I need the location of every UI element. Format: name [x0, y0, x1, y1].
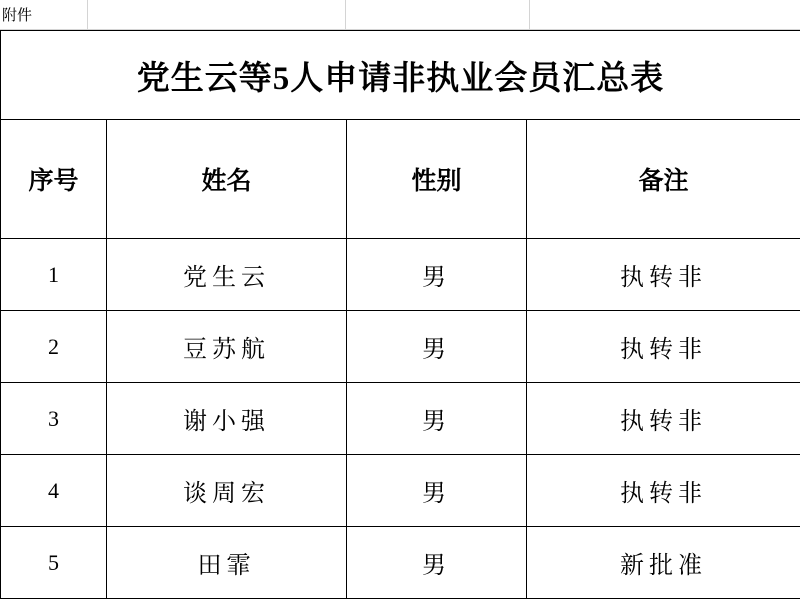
header-sex: 性别	[347, 120, 527, 239]
row-name: 谢小强	[107, 383, 347, 455]
attachment-label: 附件	[0, 0, 88, 30]
row-note: 执转非	[527, 455, 800, 527]
row-note: 执转非	[527, 239, 800, 311]
row-sex: 男	[347, 527, 527, 599]
row-name: 田霏	[107, 527, 347, 599]
attachment-row	[0, 0, 800, 30]
table-row	[1, 311, 800, 383]
table-row	[1, 455, 800, 527]
row-sex: 男	[347, 239, 527, 311]
attachment-empty-cell-3	[530, 0, 800, 30]
table-header-row	[1, 120, 800, 239]
table-title: 党生云等5人申请非执业会员汇总表	[1, 31, 800, 120]
attachment-empty-cell-2	[346, 0, 530, 30]
row-sex: 男	[347, 383, 527, 455]
summary-table	[0, 30, 800, 599]
row-no: 5	[1, 527, 107, 599]
row-note: 执转非	[527, 383, 800, 455]
row-no: 4	[1, 455, 107, 527]
row-no: 1	[1, 239, 107, 311]
row-sex: 男	[347, 311, 527, 383]
header-note: 备注	[527, 120, 800, 239]
row-name: 党生云	[107, 239, 347, 311]
table-row	[1, 527, 800, 599]
row-no: 2	[1, 311, 107, 383]
attachment-empty-cell-1	[88, 0, 346, 30]
row-name: 谈周宏	[107, 455, 347, 527]
row-sex: 男	[347, 455, 527, 527]
row-name: 豆苏航	[107, 311, 347, 383]
header-no: 序号	[1, 120, 107, 239]
table-row	[1, 383, 800, 455]
table-title-row	[1, 31, 800, 120]
row-note: 新批准	[527, 527, 800, 599]
row-no: 3	[1, 383, 107, 455]
table-row	[1, 239, 800, 311]
header-name: 姓名	[107, 120, 347, 239]
row-note: 执转非	[527, 311, 800, 383]
